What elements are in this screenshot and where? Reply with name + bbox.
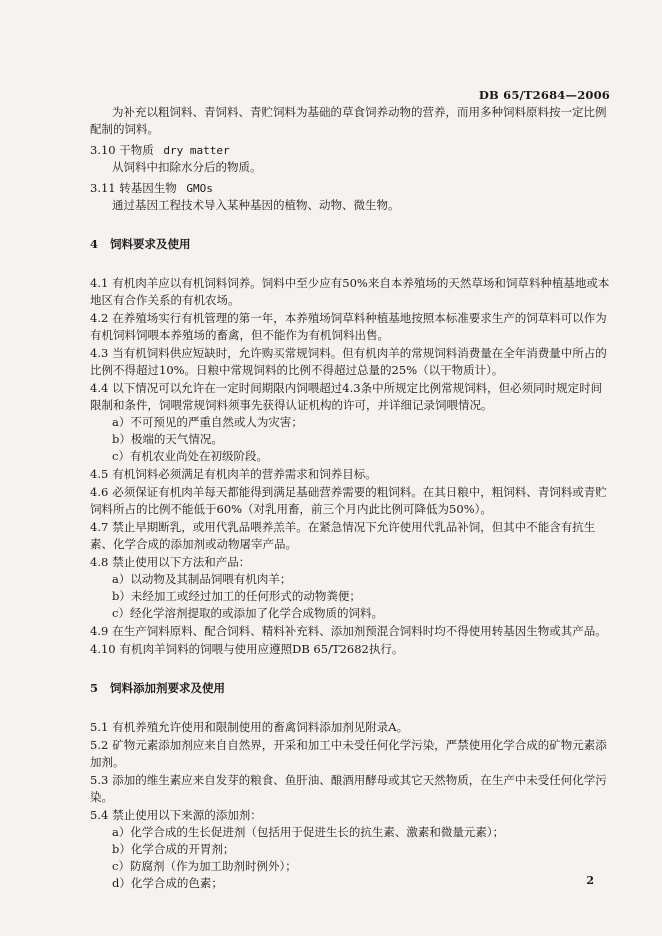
- list-item: a）不可预见的严重自然或人为灾害；: [112, 415, 303, 429]
- term-definition: 从饲料中扣除水分后的物质。: [112, 160, 262, 174]
- term-english: GMOs: [186, 182, 213, 195]
- intro-line-1: 为补充以粗饲料、青饲料、青贮饲料为基础的草食饲养动物的营养，而用多种饲料原料按一定比例: [112, 105, 607, 119]
- clause-4-8: [90, 554, 610, 571]
- clause-text: 在养殖场实行有机管理的第一年，本养殖场饲草料种植基地按照本标准要求生产的饲草料可以作为有机饲料饲喂本养殖场的畜禽，但不能作为有机饲料出售。: [90, 311, 607, 342]
- clause-text: 有机饲料必须满足有机肉羊的营养需求和饲养目标。: [112, 467, 377, 481]
- standard-code: DB 65/T2684—2006: [478, 88, 610, 102]
- clause-text: 必须保证有机肉羊每天都能得到满足基础营养需要的粗饲料。在其日粮中，粗饲料、青饲料或青贮饲料所占的比例不能低于60%（对乳用畜，前三个月内此比例可降低为50%）。: [90, 485, 607, 516]
- clause-5-1: [90, 719, 610, 736]
- section-number: 5: [90, 681, 99, 695]
- clause-number: 4.7: [90, 520, 109, 534]
- term-number: 3.11: [90, 181, 116, 195]
- page-number: 2: [586, 874, 594, 887]
- section-title: 饲料添加剂要求及使用: [110, 681, 226, 695]
- clause-text: 禁止使用以下方法和产品：: [112, 555, 251, 569]
- list-item: a）化学合成的生长促进剂（包括用于促进生长的抗生素、激素和微量元素）；: [112, 825, 505, 839]
- clause-text: 有机肉羊饲料的饲喂与使用应遵照DB 65/T2682执行。: [119, 642, 404, 656]
- list-item: b）未经加工或经过加工的任何形式的动物粪便；: [112, 589, 361, 603]
- clause-number: 5.3: [90, 773, 109, 787]
- list-item: a）以动物及其制品饲喂有机肉羊；: [112, 572, 292, 586]
- clause-number: 5.4: [90, 808, 109, 822]
- section-number: 4: [90, 237, 99, 251]
- term-3-11: [90, 180, 610, 214]
- clause-number: 4.9: [90, 624, 109, 638]
- list-item: b）化学合成的开胃剂；: [112, 842, 235, 856]
- clause-4-5: [90, 466, 610, 483]
- clause-4-3: [90, 345, 610, 379]
- clause-text: 在生产饲料原料、配合饲料、精料补充料、添加剂预混合饲料时均不得使用转基因生物或其产品。: [112, 624, 607, 638]
- clause-text: 当有机饲料供应短缺时，允许购买常规饲料。但有机肉羊的常规饲料消费量在全年消费量中所占的比例不得超过10%。日粮中常规饲料的比例不得超过总量的25%（以干物质计）。: [90, 346, 607, 377]
- clause-4-2: [90, 310, 610, 344]
- clause-number: 4.5: [90, 467, 109, 481]
- list-item: b）极端的天气情况。: [112, 432, 223, 446]
- section-4-heading: [90, 236, 610, 253]
- clause-5-2: [90, 737, 610, 771]
- clause-4-6: [90, 484, 610, 518]
- term-3-10: [90, 142, 610, 176]
- page-content: [90, 104, 610, 892]
- clause-number: 4.8: [90, 555, 109, 569]
- term-title: 干物质: [119, 143, 154, 157]
- section-5-heading: [90, 680, 610, 697]
- list-item: d）化学合成的色素；: [112, 876, 223, 890]
- clause-text: 有机养殖允许使用和限制使用的畜禽饲料添加剂见附录A。: [112, 720, 409, 734]
- clause-5-4: [90, 807, 610, 824]
- clause-number: 4.3: [90, 346, 109, 360]
- clause-5-3: [90, 772, 610, 806]
- clause-number: 4.1: [90, 276, 109, 290]
- clause-text: 矿物元素添加剂应来自自然界，开采和加工中未受任何化学污染，严禁使用化学合成的矿物元素添加剂。: [90, 738, 607, 769]
- clause-number: 4.10: [90, 642, 116, 656]
- clause-number: 5.1: [90, 720, 109, 734]
- term-title: 转基因生物: [119, 181, 177, 195]
- intro-line-2: 配制的饲料。: [90, 122, 159, 136]
- clause-4-10: [90, 641, 610, 658]
- list-item: c）经化学溶剂提取的或添加了化学合成物质的饲料。: [112, 606, 383, 620]
- clause-text: 有机肉羊应以有机饲料饲养。饲料中至少应有50%来自本养殖场的天然草场和饲草料种植基地或本地区有合作关系的有机农场。: [90, 276, 610, 307]
- clause-4-1: [90, 275, 610, 309]
- term-definition: 通过基因工程技术导入某种基因的植物、动物、微生物。: [112, 198, 400, 212]
- clause-text: 禁止使用以下来源的添加剂：: [112, 808, 262, 822]
- section-title: 饲料要求及使用: [110, 237, 191, 251]
- clause-number: 5.2: [90, 738, 109, 752]
- clause-text: 以下情况可以允许在一定时间期限内饲喂超过4.3条中所规定比例常规饲料，但必须同时规定时间限制和条件，饲喂常规饲料须事先获得认证机构的许可，并详细记录饲喂情况。: [90, 381, 603, 412]
- clause-4-7: [90, 519, 610, 553]
- term-english: dry matter: [163, 144, 230, 157]
- section-4-body: [90, 275, 610, 658]
- clause-4-9: [90, 623, 610, 640]
- clause-text: 添加的维生素应来自发芽的粮食、鱼肝油、酿酒用酵母或其它天然物质，在生产中未受任何化学污染。: [90, 773, 607, 804]
- clause-4-4: [90, 380, 610, 414]
- clause-number: 4.4: [90, 381, 109, 395]
- section-5-body: [90, 719, 610, 892]
- clause-text: 禁止早期断乳，或用代乳品喂养羔羊。在紧急情况下允许使用代乳品补饲，但其中不能含有抗生素、化学合成的添加剂或动物屠宰产品。: [90, 520, 596, 551]
- clause-number: 4.2: [90, 311, 109, 325]
- term-number: 3.10: [90, 143, 116, 157]
- list-item: c）有机农业尚处在初级阶段。: [112, 449, 268, 463]
- list-item: c）防腐剂（作为加工助剂时例外）；: [112, 859, 297, 873]
- clause-number: 4.6: [90, 485, 109, 499]
